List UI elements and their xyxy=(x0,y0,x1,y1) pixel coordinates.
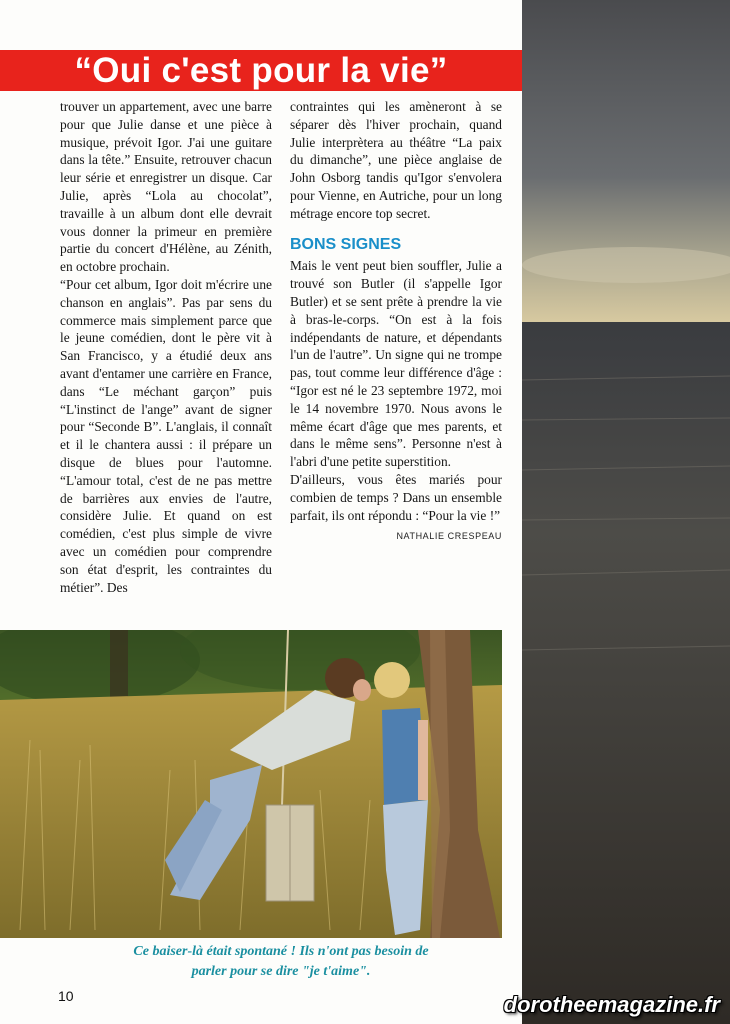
paragraph: contraintes qui les amèneront à se séparer dès l'hiver prochain, quand Julie interprètera au théâtre “La paix du dimanche”, une pièce anglaise de John Osborg tandis qu'Igor s'envolera pour Vienne, en Autriche, pour un long métrage encore top secret. xyxy=(290,99,502,221)
paragraph: trouver un appartement, avec une barre pour que Julie danse et une pièce à musique, prévoit Igor. J'ai une guitare dans la tête.” Ensuite, retrouver chacun leur série et enregistrer un disque. Car Julie, après “Lola au chocolat”, travaille à un album dont elle devrait vous donner la primeur en première partie du concert d'Hélène, au Zénith, en octobre prochain. xyxy=(60,99,272,275)
watermark-text: dorotheemagazine.fr xyxy=(503,992,720,1017)
paragraph: D'ailleurs, vous êtes mariés pour combien de temps ? Dans un ensemble parfait, ils ont répondu : “Pour la vie !” xyxy=(290,471,502,523)
photo-caption xyxy=(60,942,502,982)
paragraph: Mais le vent peut bien souffler, Julie a trouvé son Butler (il s'appelle Igor Butler) et se sent prête à prendre la vie à bras-le-corps. “On est à la fois indépendants de nature, et dépendants l'un de l'autre”. Un signe qui ne trompe pas, tout comme leur différence d'âge : “Igor est né le 23 septembre 1972, moi le 14 novembre 1970. Nous avons le même écart d'âge que mes parents, et dans le même sens”. Personne n'est à l'abri d'une petite superstition. xyxy=(290,258,502,470)
article-title: “Oui c'est pour la vie” xyxy=(0,50,522,91)
text-column-left xyxy=(60,98,272,596)
paragraph: “Pour cet album, Igor doit m'écrire une chanson en anglais”. Pas par sens du commerce mais simplement parce que le jeune comédien, dont le père vit à San Francisco, y a étudié deux ans avant d'entamer une carrière en France, dans “Le méchant garçon” puis “L'instinct de l'ange” avant de signer pour “Seconde B”. L'anglais, il connaît et il le chantera aussi : il prépare un disque de blues pour l'automne. “L'amour total, c'est de ne pas mettre de barrières aux envies de l'autre, considère Julie. Et quand on est comédien, c'est plus simple de vivre avec un comédien pour comprendre son état d'esprit, les contraintes du métier”. Des xyxy=(60,276,272,595)
section-subheading: BONS SIGNES xyxy=(290,235,402,253)
couple-kiss-photo xyxy=(0,630,502,938)
caption-line: Ce baiser-là était spontané ! Ils n'ont pas besoin de xyxy=(133,944,429,959)
seascape-photo xyxy=(522,0,730,1024)
text-column-right xyxy=(290,98,502,546)
caption-line: parler pour se dire "je t'aime". xyxy=(191,964,371,979)
author-byline: NATHALIE CRESPEAU xyxy=(396,531,502,542)
page-number: 10 xyxy=(58,988,74,1004)
